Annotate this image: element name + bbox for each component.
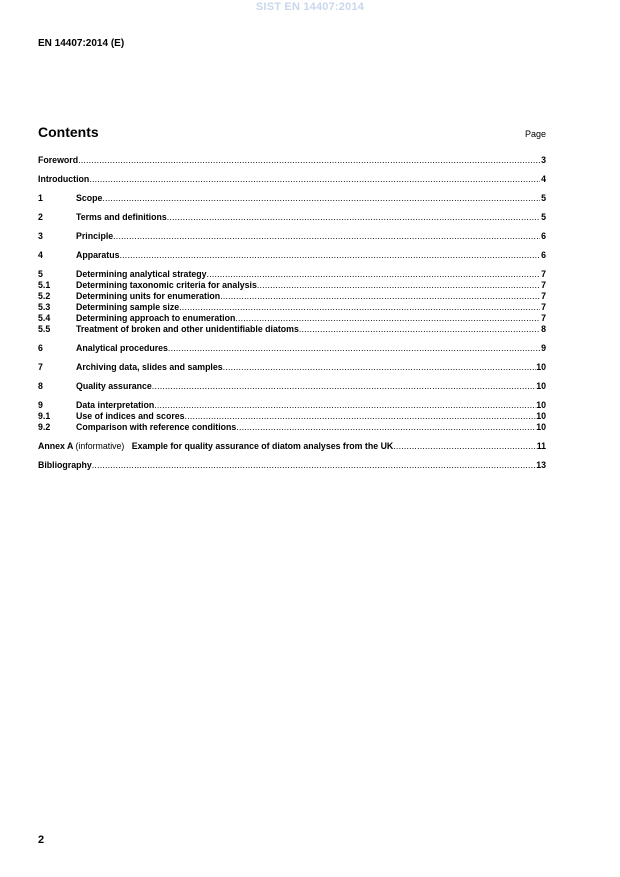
toc-entry-label: Scope bbox=[76, 193, 103, 203]
toc-entry-page: 10 bbox=[536, 400, 546, 410]
toc-entry-number: 8 bbox=[38, 381, 43, 391]
toc-entry-number: 5.1 bbox=[38, 280, 51, 290]
toc-entry-page: 7 bbox=[541, 291, 546, 301]
toc-entry-terms-and-definitions[interactable] bbox=[38, 212, 546, 223]
toc-entry-number: 4 bbox=[38, 250, 43, 260]
toc-entry-label: Principle bbox=[76, 231, 114, 241]
toc-entry-page: 4 bbox=[541, 174, 546, 184]
toc-entry-page: 11 bbox=[536, 441, 546, 451]
toc-entry-page: 7 bbox=[541, 302, 546, 312]
toc-entry-number: 6 bbox=[38, 343, 43, 353]
toc-entry-page: 13 bbox=[536, 460, 546, 470]
toc-entry-data-interpretation[interactable] bbox=[38, 400, 546, 411]
toc-entry-principle[interactable] bbox=[38, 231, 546, 242]
toc-entry-page: 5 bbox=[541, 193, 546, 203]
toc-entry-apparatus[interactable] bbox=[38, 250, 546, 261]
toc-entry-label: Treatment of broken and other unidentifiable diatoms bbox=[76, 324, 299, 334]
toc-entry-label bbox=[38, 441, 393, 452]
toc-entry-label: Foreword bbox=[38, 155, 79, 165]
leader-dots bbox=[168, 343, 540, 354]
toc-entry-scope[interactable] bbox=[38, 193, 546, 204]
leader-dots bbox=[223, 362, 537, 373]
leader-dots bbox=[235, 313, 540, 324]
leader-dots bbox=[220, 291, 540, 302]
contents-title: Contents bbox=[38, 124, 99, 140]
page-number: 2 bbox=[38, 834, 45, 846]
document-id: EN 14407:2014 (E) bbox=[38, 38, 125, 49]
toc-entry-annex-a[interactable] bbox=[38, 441, 546, 452]
toc-entry-page: 3 bbox=[541, 155, 546, 165]
toc-entry-number: 7 bbox=[38, 362, 43, 372]
leader-dots bbox=[154, 400, 536, 411]
leader-dots bbox=[207, 269, 540, 280]
toc-entry-label: Determining taxonomic criteria for analysis bbox=[76, 280, 257, 290]
toc-entry-number: 9.1 bbox=[38, 411, 51, 421]
toc-entry-label: Determining units for enumeration bbox=[76, 291, 221, 301]
toc-entry-quality-assurance[interactable] bbox=[38, 381, 546, 392]
table-of-contents bbox=[38, 155, 546, 471]
watermark: SIST EN 14407:2014 bbox=[255, 1, 365, 13]
toc-entry-page: 7 bbox=[541, 269, 546, 279]
toc-entry-reference-conditions[interactable] bbox=[38, 422, 546, 433]
toc-entry-label: Apparatus bbox=[76, 250, 120, 260]
toc-entry-label: Determining approach to enumeration bbox=[76, 313, 236, 323]
toc-entry-indices-and-scores[interactable] bbox=[38, 411, 546, 422]
toc-entry-label: Use of indices and scores bbox=[76, 411, 185, 421]
toc-entry-approach-to-enumeration[interactable] bbox=[38, 313, 546, 324]
toc-entry-page: 10 bbox=[536, 422, 546, 432]
toc-entry-page: 10 bbox=[536, 411, 546, 421]
annex-title: Example for quality assurance of diatom analyses from the UK bbox=[131, 441, 394, 451]
toc-entry-label: Data interpretation bbox=[76, 400, 155, 410]
toc-entry-bibliography[interactable] bbox=[38, 460, 546, 471]
leader-dots bbox=[120, 250, 540, 261]
leader-dots bbox=[78, 155, 540, 166]
leader-dots bbox=[167, 212, 540, 223]
toc-entry-label: Quality assurance bbox=[76, 381, 152, 391]
toc-entry-page: 6 bbox=[541, 231, 546, 241]
leader-dots bbox=[113, 231, 540, 242]
page-column-label: Page bbox=[524, 129, 546, 139]
toc-entry-archiving[interactable] bbox=[38, 362, 546, 373]
toc-entry-analytical-procedures[interactable] bbox=[38, 343, 546, 354]
leader-dots bbox=[89, 174, 540, 185]
toc-entry-sample-size[interactable] bbox=[38, 302, 546, 313]
toc-entry-broken-diatoms[interactable] bbox=[38, 324, 546, 335]
toc-entry-page: 8 bbox=[541, 324, 546, 334]
toc-entry-label: Bibliography bbox=[38, 460, 92, 470]
toc-entry-number: 5 bbox=[38, 269, 43, 279]
toc-entry-label: Terms and definitions bbox=[76, 212, 167, 222]
toc-entry-page: 7 bbox=[541, 280, 546, 290]
toc-entry-foreword[interactable] bbox=[38, 155, 546, 166]
leader-dots bbox=[152, 381, 536, 392]
toc-entry-taxonomic-criteria[interactable] bbox=[38, 280, 546, 291]
toc-entry-label: Comparison with reference conditions bbox=[76, 422, 237, 432]
annex-spacer bbox=[127, 441, 129, 451]
toc-entry-number: 1 bbox=[38, 193, 43, 203]
toc-entry-number: 9.2 bbox=[38, 422, 51, 432]
toc-entry-page: 6 bbox=[541, 250, 546, 260]
toc-entry-page: 5 bbox=[541, 212, 546, 222]
leader-dots bbox=[393, 441, 536, 452]
toc-entry-page: 10 bbox=[536, 362, 546, 372]
leader-dots bbox=[179, 302, 540, 313]
toc-entry-analytical-strategy[interactable] bbox=[38, 269, 546, 280]
toc-entry-number: 5.5 bbox=[38, 324, 51, 334]
toc-entry-number: 9 bbox=[38, 400, 43, 410]
toc-entry-page: 10 bbox=[536, 381, 546, 391]
leader-dots bbox=[236, 422, 536, 433]
toc-entry-label: Determining sample size bbox=[76, 302, 180, 312]
leader-dots bbox=[299, 324, 540, 335]
leader-dots bbox=[102, 193, 540, 204]
annex-prefix: Annex A bbox=[38, 441, 74, 451]
annex-informative: (informative) bbox=[75, 441, 125, 451]
toc-entry-number: 5.3 bbox=[38, 302, 51, 312]
leader-dots bbox=[257, 280, 540, 291]
toc-entry-number: 2 bbox=[38, 212, 43, 222]
toc-entry-number: 5.2 bbox=[38, 291, 51, 301]
toc-entry-label: Analytical procedures bbox=[76, 343, 168, 353]
toc-entry-label: Archiving data, slides and samples bbox=[76, 362, 223, 372]
toc-entry-page: 9 bbox=[541, 343, 546, 353]
leader-dots bbox=[92, 460, 536, 471]
toc-entry-label: Determining analytical strategy bbox=[76, 269, 207, 279]
toc-entry-introduction[interactable] bbox=[38, 174, 546, 185]
toc-entry-label: Introduction bbox=[38, 174, 90, 184]
toc-entry-page: 7 bbox=[541, 313, 546, 323]
toc-entry-number: 3 bbox=[38, 231, 43, 241]
toc-entry-number: 5.4 bbox=[38, 313, 51, 323]
toc-entry-units-for-enumeration[interactable] bbox=[38, 291, 546, 302]
leader-dots bbox=[185, 411, 537, 422]
